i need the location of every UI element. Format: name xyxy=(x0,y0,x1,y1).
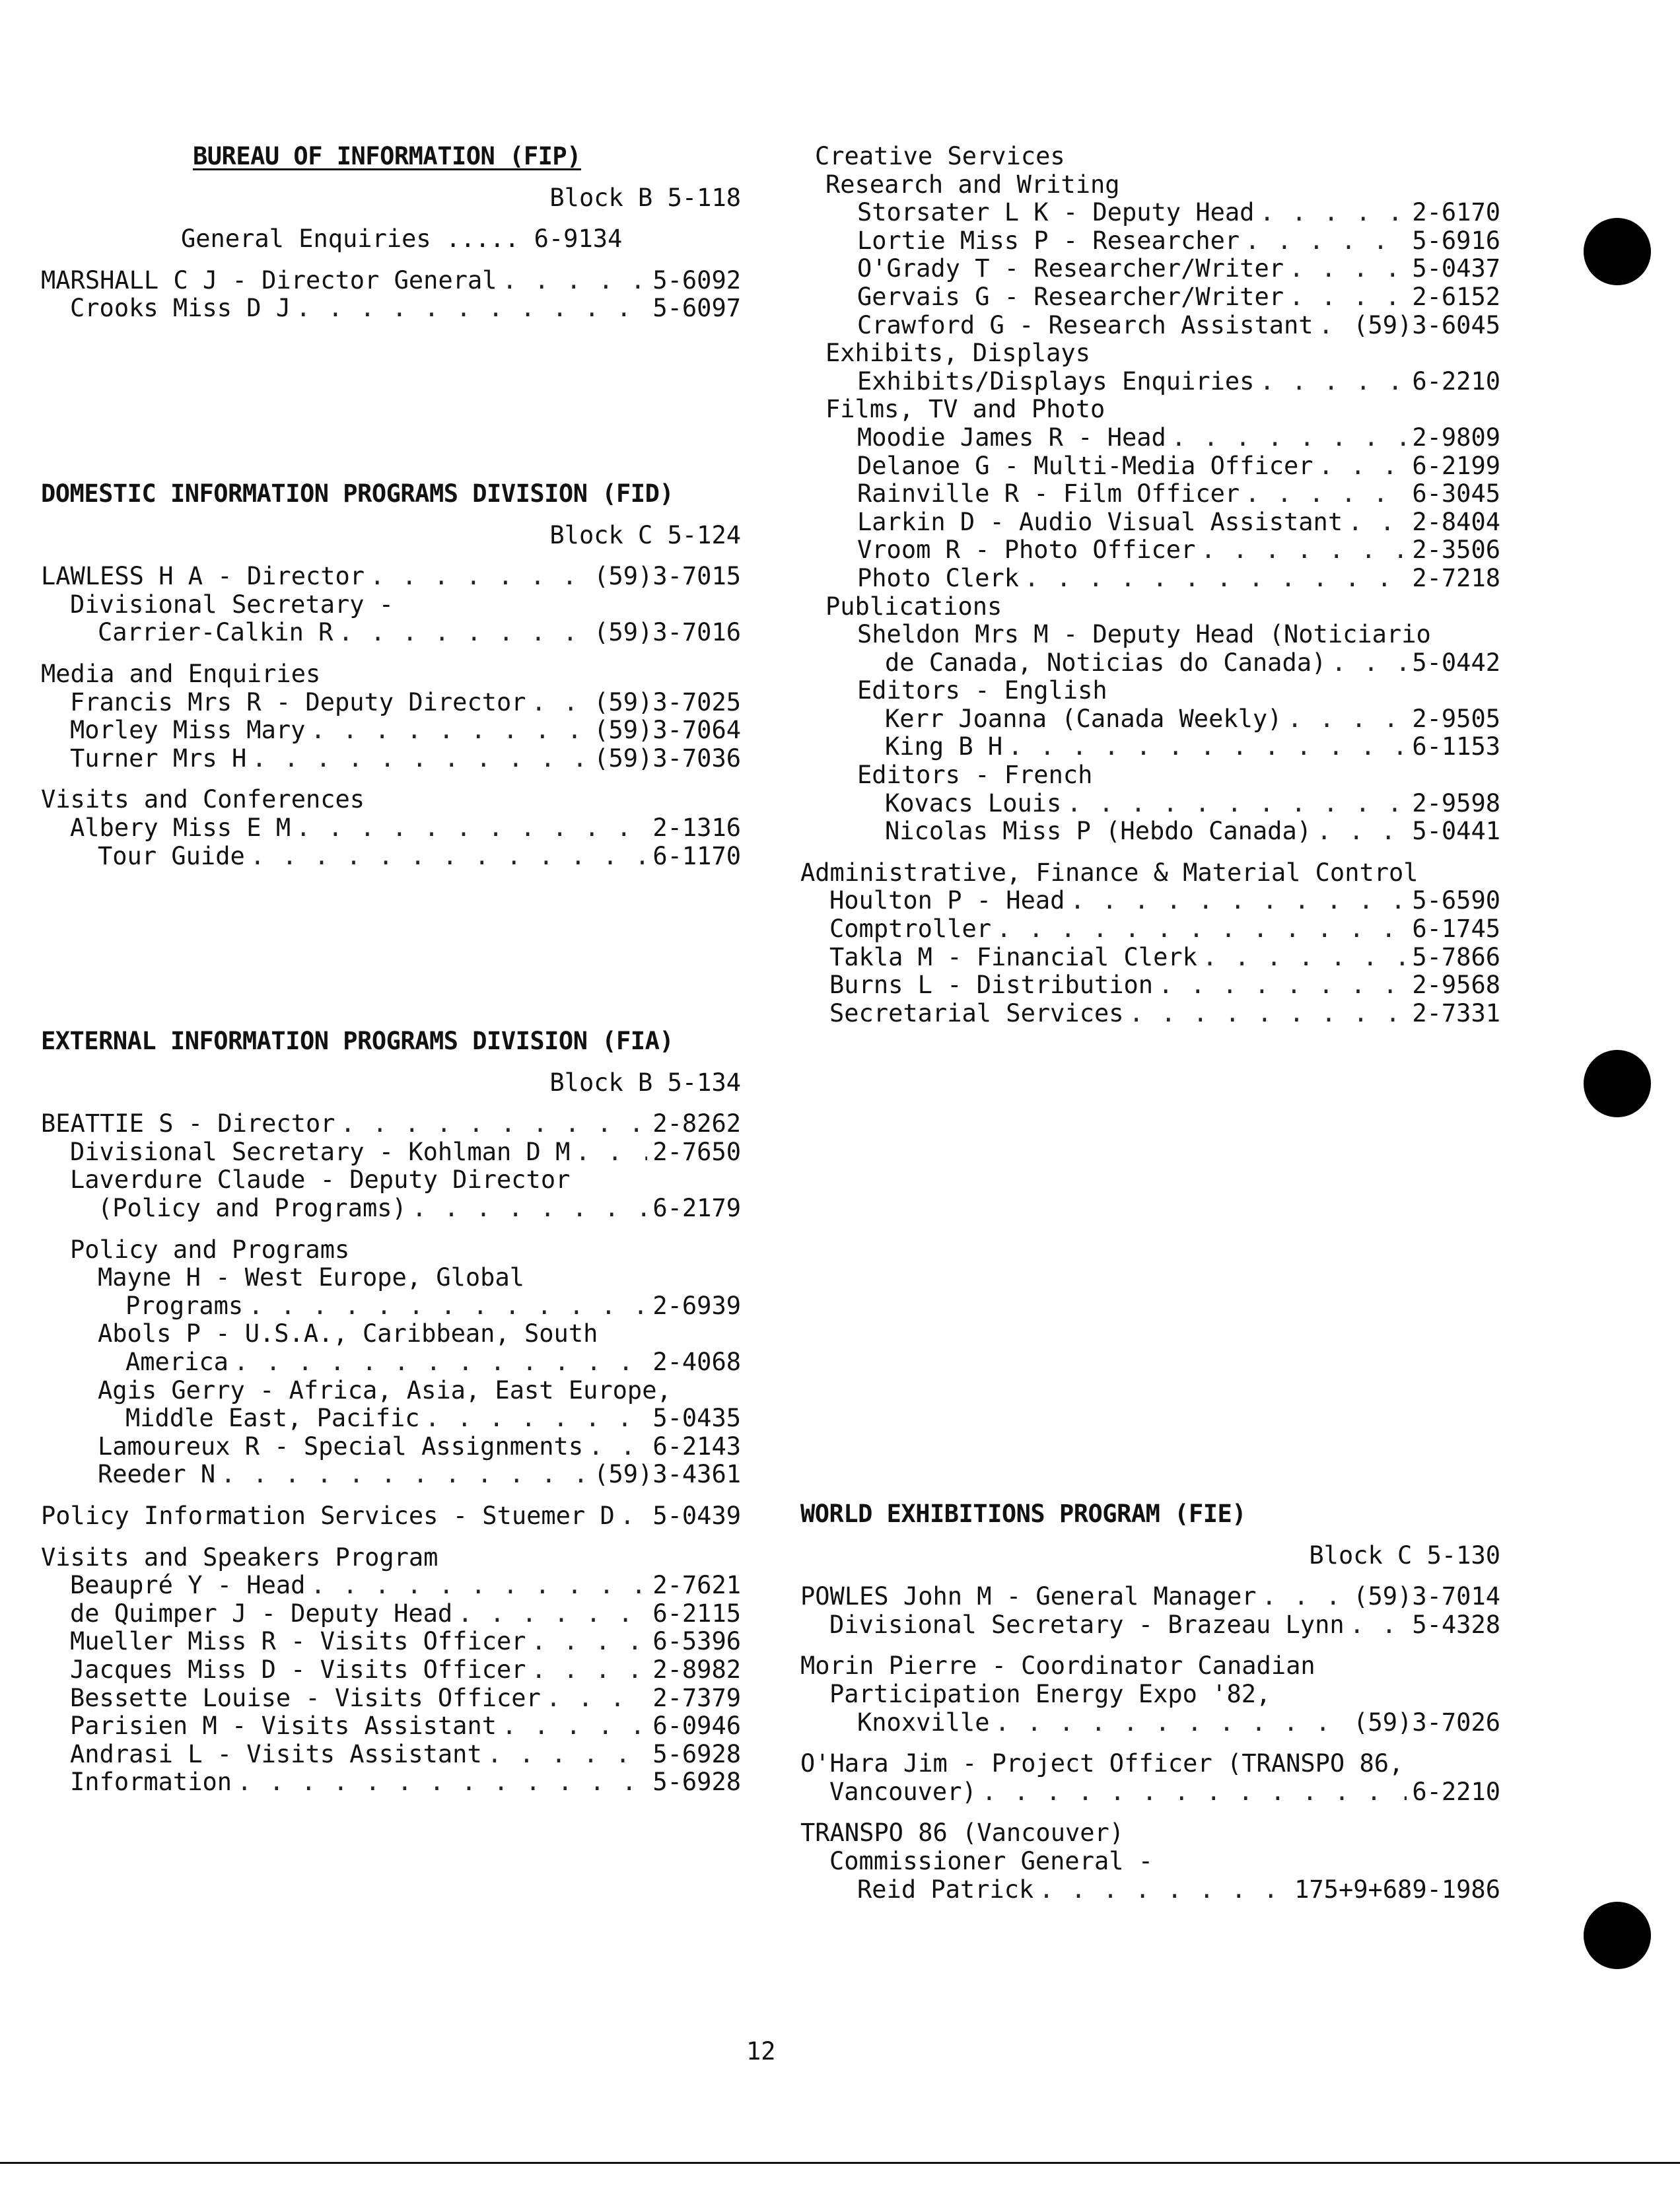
section-heading: Visits and Conferences xyxy=(41,785,365,814)
directory-entry: de Canada, Noticias do Canada) . . . 5-0442 xyxy=(800,649,1500,677)
directory-entry: Divisional Secretary - Kohlman D M . . . 2-7650 xyxy=(41,1138,741,1167)
directory-entry: Jacques Miss D - Visits Officer . . . 2-8982 xyxy=(41,1656,741,1684)
directory-entry: Policy Information Services - Stuemer D . . . 5-0439 xyxy=(41,1502,741,1531)
entry-label: Abols P - U.S.A., Caribbean, South xyxy=(98,1319,598,1348)
directory-entry: Francis Mrs R - Deputy Director . . . (59)3-7025 xyxy=(41,689,741,717)
directory-entry: Delanoe G - Multi-Media Officer . . . 6-2199 xyxy=(800,452,1500,481)
directory-entry: Moodie James R - Head . . . 2-9809 xyxy=(800,424,1500,452)
right-column-bottom xyxy=(800,1500,1500,1904)
directory-entry: Carrier-Calkin R . . . (59)3-7016 xyxy=(41,619,741,647)
directory-entry: Lortie Miss P - Researcher . . . 5-6916 xyxy=(800,227,1500,256)
binder-hole-icon xyxy=(1584,218,1651,285)
section-heading: Editors - French xyxy=(857,761,1093,790)
section-heading: Policy and Programs xyxy=(70,1235,350,1264)
directory-entry: Crooks Miss D J . . . 5-6097 xyxy=(41,295,741,323)
fia-title: EXTERNAL INFORMATION PROGRAMS DIVISION (FIA) xyxy=(41,1027,674,1056)
binder-hole-icon xyxy=(1584,1050,1651,1117)
left-column xyxy=(41,143,741,1797)
directory-entry: King B H . . . 6-1153 xyxy=(800,733,1500,761)
entry-label: Participation Energy Expo '82, xyxy=(829,1679,1271,1708)
entry-label: Divisional Secretary - xyxy=(70,590,394,619)
scan-edge-rule xyxy=(0,2162,1680,2164)
directory-entry: Middle East, Pacific . . . 5-0435 xyxy=(41,1405,741,1433)
fid-title: DOMESTIC INFORMATION PROGRAMS DIVISION (FID) xyxy=(41,479,674,508)
directory-entry: Gervais G - Researcher/Writer . . . 2-6152 xyxy=(800,283,1500,312)
binder-hole-icon xyxy=(1584,1902,1651,1969)
directory-entry: Information . . . 5-6928 xyxy=(41,1768,741,1797)
directory-entry: Divisional Secretary - Brazeau Lynn . . . 5-4328 xyxy=(800,1611,1500,1640)
directory-entry: (Policy and Programs) . . . 6-2179 xyxy=(41,1195,741,1223)
fip-general-enquiries: General Enquiries ..... 6-9134 xyxy=(181,225,623,254)
fip-title: BUREAU OF INFORMATION (FIP) xyxy=(193,142,581,170)
entry-label: Mayne H - West Europe, Global xyxy=(98,1263,525,1292)
directory-entry: Nicolas Miss P (Hebdo Canada) . . . 5-0441 xyxy=(800,817,1500,846)
directory-entry: Programs . . . 2-6939 xyxy=(41,1292,741,1321)
page-number: 12 xyxy=(746,2037,776,2066)
fid-block: Block C 5-124 xyxy=(549,520,741,549)
section-heading: Films, TV and Photo xyxy=(825,395,1105,424)
directory-entry: Kovacs Louis . . . 2-9598 xyxy=(800,790,1500,818)
section-heading: Administrative, Finance & Material Control xyxy=(800,858,1418,887)
directory-entry: Storsater L K - Deputy Head . . . 2-6170 xyxy=(800,199,1500,227)
section-heading: Creative Services xyxy=(815,142,1065,170)
directory-entry: Morley Miss Mary . . . (59)3-7064 xyxy=(41,716,741,745)
directory-entry: Burns L - Distribution . . . 2-9568 xyxy=(800,971,1500,1000)
section-heading: Visits and Speakers Program xyxy=(41,1543,438,1572)
section-heading: Research and Writing xyxy=(825,170,1120,199)
fip-block: Block B 5-118 xyxy=(549,183,741,212)
directory-entry: Houlton P - Head . . . 5-6590 xyxy=(800,887,1500,915)
directory-entry: Secretarial Services . . . 2-7331 xyxy=(800,1000,1500,1028)
directory-entry: Lamoureux R - Special Assignments . . . 6-2143 xyxy=(41,1433,741,1461)
directory-entry: Mueller Miss R - Visits Officer . . . 6-5396 xyxy=(41,1628,741,1656)
directory-entry: Exhibits/Displays Enquiries . . . 6-2210 xyxy=(800,368,1500,396)
directory-entry: Tour Guide . . . 6-1170 xyxy=(41,843,741,871)
entry-label: Laverdure Claude - Deputy Director xyxy=(70,1165,571,1195)
directory-entry: Crawford G - Research Assistant . . . (59)3-6045 xyxy=(800,312,1500,340)
directory-entry: MARSHALL C J - Director General . . . 5-6092 xyxy=(41,267,741,295)
directory-entry: Reeder N . . . (59)3-4361 xyxy=(41,1461,741,1489)
directory-entry: Vancouver) . . . 6-2210 xyxy=(800,1778,1500,1807)
directory-entry: Albery Miss E M . . . 2-1316 xyxy=(41,814,741,843)
directory-entry: O'Grady T - Researcher/Writer . . . 5-0437 xyxy=(800,255,1500,283)
section-heading: Editors - English xyxy=(857,676,1107,705)
directory-entry: BEATTIE S - Director . . . 2-8262 xyxy=(41,1110,741,1138)
entry-label: O'Hara Jim - Project Officer (TRANSPO 86, xyxy=(800,1749,1404,1778)
directory-entry: America . . . 2-4068 xyxy=(41,1348,741,1377)
directory-entry: Kerr Joanna (Canada Weekly) . . . 2-9505 xyxy=(800,705,1500,734)
directory-entry: Vroom R - Photo Officer . . . 2-3506 xyxy=(800,536,1500,565)
directory-entry: Turner Mrs H . . . (59)3-7036 xyxy=(41,745,741,773)
entry-label: Morin Pierre - Coordinator Canadian xyxy=(800,1651,1315,1681)
directory-entry: POWLES John M - General Manager . . . (59)3-7014 xyxy=(800,1583,1500,1611)
right-column xyxy=(800,143,1500,1027)
fie-title: WORLD EXHIBITIONS PROGRAM (FIE) xyxy=(800,1500,1247,1528)
directory-entry: de Quimper J - Deputy Head . . . 6-2115 xyxy=(41,1600,741,1628)
directory-entry: Photo Clerk . . . 2-7218 xyxy=(800,565,1500,593)
directory-entry: Beaupré Y - Head . . . 2-7621 xyxy=(41,1572,741,1600)
directory-entry: Larkin D - Audio Visual Assistant . . . 2-8404 xyxy=(800,508,1500,537)
section-heading: Media and Enquiries xyxy=(41,659,321,688)
entry-label: Commissioner General - xyxy=(829,1846,1154,1875)
directory-entry: Andrasi L - Visits Assistant . . . 5-6928 xyxy=(41,1741,741,1769)
directory-entry: Rainville R - Film Officer . . . 6-3045 xyxy=(800,480,1500,508)
directory-entry: Comptroller . . . 6-1745 xyxy=(800,915,1500,944)
directory-entry: Knoxville . . . (59)3-7026 xyxy=(800,1709,1500,1737)
section-heading: Exhibits, Displays xyxy=(825,339,1090,368)
fia-block: Block B 5-134 xyxy=(549,1068,741,1097)
directory-entry: Reid Patrick . . . 175+9+689-1986 xyxy=(800,1876,1500,1904)
directory-entry: LAWLESS H A - Director . . . (59)3-7015 xyxy=(41,563,741,591)
fie-block: Block C 5-130 xyxy=(1309,1541,1500,1570)
section-heading: Publications xyxy=(825,592,1002,621)
directory-entry: Takla M - Financial Clerk . . . 5-7866 xyxy=(800,944,1500,972)
entry-label: Sheldon Mrs M - Deputy Head (Noticiario xyxy=(857,620,1431,649)
entry-label: Agis Gerry - Africa, Asia, East Europe, xyxy=(98,1375,672,1405)
directory-entry: Bessette Louise - Visits Officer . . . 2-7379 xyxy=(41,1684,741,1713)
directory-entry: Parisien M - Visits Assistant . . . 6-0946 xyxy=(41,1712,741,1741)
section-heading: TRANSPO 86 (Vancouver) xyxy=(800,1819,1125,1848)
